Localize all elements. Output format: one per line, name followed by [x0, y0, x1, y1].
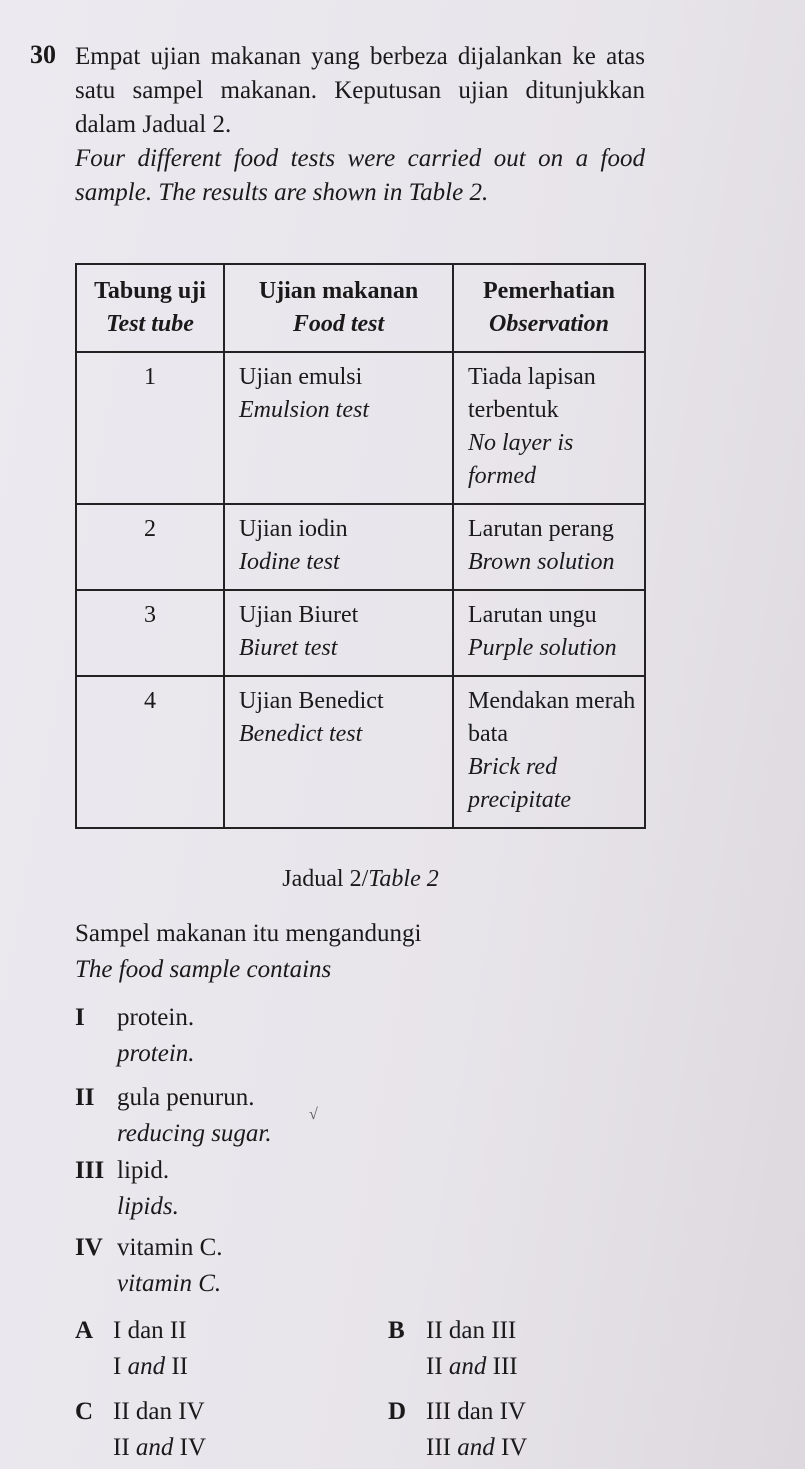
- food-test-cell: [224, 676, 453, 828]
- header-bm: Tabung uji: [94, 278, 206, 304]
- option-bm: I dan II: [113, 1317, 187, 1344]
- statement-ii: [75, 1080, 272, 1152]
- observation-cell: [453, 590, 645, 676]
- obs-en: No layer is formed: [468, 430, 574, 489]
- header-en: Observation: [489, 311, 609, 337]
- header-test-tube: [76, 264, 224, 352]
- test-en: Benedict test: [239, 721, 363, 747]
- test-bm: Ujian Benedict: [239, 688, 384, 714]
- tube-number: 3: [76, 590, 224, 676]
- test-bm: Ujian iodin: [239, 516, 348, 542]
- option-a[interactable]: [75, 1313, 188, 1385]
- option-en: III and IV: [426, 1434, 528, 1461]
- test-en: Iodine test: [239, 549, 340, 575]
- test-bm: Ujian emulsi: [239, 364, 363, 390]
- statement-bm: lipid.: [117, 1157, 170, 1184]
- option-en: II and IV: [113, 1434, 207, 1461]
- obs-en: Brick red precipitate: [468, 754, 572, 813]
- option-en: II and III: [426, 1353, 518, 1380]
- header-bm: Ujian makanan: [258, 278, 419, 304]
- pencil-tick-mark: √: [309, 1106, 318, 1123]
- statement-numeral: III: [75, 1157, 105, 1184]
- statement-numeral: II: [75, 1084, 95, 1111]
- observation-cell: [453, 504, 645, 590]
- question-stem-english: The food sample contains: [75, 956, 332, 983]
- option-en: I and II: [113, 1353, 188, 1380]
- statement-en: reducing sugar.: [117, 1120, 272, 1147]
- question-number: 30: [30, 40, 56, 69]
- statement-en: protein.: [117, 1040, 195, 1067]
- option-bm: III dan IV: [426, 1398, 526, 1425]
- table-row: [76, 676, 645, 828]
- table-caption: [75, 866, 646, 893]
- header-en: Test tube: [106, 311, 194, 337]
- test-en: Emulsion test: [239, 397, 369, 423]
- table-row: [76, 352, 645, 504]
- food-test-cell: [224, 590, 453, 676]
- statement-bm: vitamin C.: [117, 1234, 223, 1261]
- table-row: [76, 590, 645, 676]
- question-intro-english: Four different food tests were carried out on a food sample. The results are shown in Table 2.: [75, 145, 645, 206]
- header-en: Food test: [292, 311, 385, 337]
- observation-cell: [453, 676, 645, 828]
- test-en: Biuret test: [239, 635, 338, 661]
- tube-number: 4: [76, 676, 224, 828]
- option-letter: A: [75, 1317, 94, 1344]
- statement-bm: protein.: [117, 1004, 195, 1031]
- question-intro-malay: Empat ujian makanan yang berbeza dijalankan ke atas satu sampel makanan. Keputusan ujian ditunjukkan dalam Jadual 2.: [75, 43, 645, 138]
- header-bm: Pemerhatian: [483, 278, 615, 304]
- tube-number: 2: [76, 504, 224, 590]
- statement-en: lipids.: [117, 1193, 179, 1220]
- caption-bm: Jadual 2/: [282, 866, 369, 892]
- statement-i: [75, 1000, 195, 1072]
- caption-en: Table 2: [368, 866, 439, 892]
- option-bm: II dan III: [426, 1317, 517, 1344]
- statement-bm: gula penurun.: [117, 1084, 255, 1111]
- tube-number: 1: [76, 352, 224, 504]
- obs-en: Purple solution: [468, 635, 617, 661]
- obs-bm: Larutan ungu: [468, 602, 597, 628]
- obs-bm: Mendakan merah bata: [468, 688, 636, 747]
- option-d[interactable]: [388, 1394, 527, 1466]
- statement-numeral: I: [75, 1004, 85, 1031]
- option-bm: II dan IV: [113, 1398, 205, 1425]
- header-observation: [453, 264, 645, 352]
- statement-iv: [75, 1230, 223, 1302]
- food-test-table: [75, 263, 646, 829]
- obs-bm: Tiada lapisan terbentuk: [468, 364, 596, 423]
- obs-en: Brown solution: [468, 549, 615, 575]
- table-row: [76, 504, 645, 590]
- observation-cell: [453, 352, 645, 504]
- food-test-cell: [224, 504, 453, 590]
- header-food-test: [224, 264, 453, 352]
- option-letter: B: [388, 1317, 405, 1344]
- option-letter: C: [75, 1398, 94, 1425]
- option-letter: D: [388, 1398, 407, 1425]
- statement-iii: [75, 1153, 179, 1225]
- test-bm: Ujian Biuret: [239, 602, 359, 628]
- option-c[interactable]: [75, 1394, 206, 1466]
- option-b[interactable]: [388, 1313, 518, 1385]
- table-header-row: [76, 264, 645, 352]
- statement-numeral: IV: [75, 1234, 103, 1261]
- obs-bm: Larutan perang: [468, 516, 614, 542]
- question-stem-malay: Sampel makanan itu mengandungi: [75, 920, 422, 947]
- statement-en: vitamin C.: [117, 1270, 222, 1297]
- food-test-cell: [224, 352, 453, 504]
